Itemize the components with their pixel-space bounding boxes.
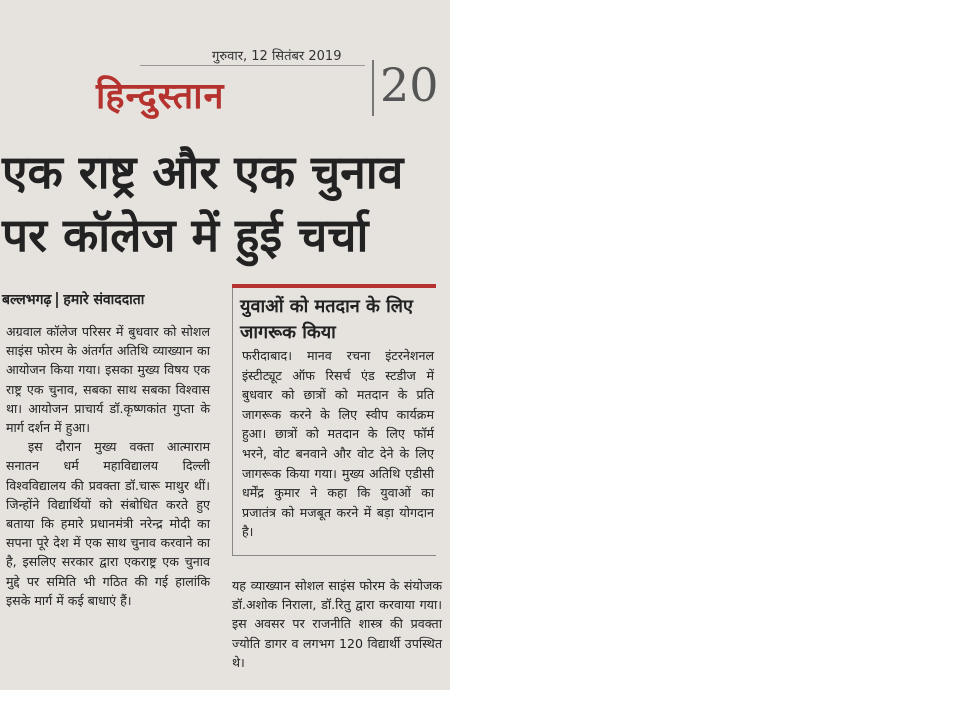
byline: [2, 290, 144, 309]
sidebar-body: फरीदाबाद। मानव रचना इंटरनेशनल इंस्टीट्यूट ऑफ रिसर्च एंड स्टडीज में बुधवार को छात्रों को मतदान के प्रति जागरूक करने के लिए स्वीप कार्यक्रम हुआ। छात्रों को मतदान के लिए फॉर्म भरने, वोट बनवाने और वोट देने के लिए जागरूक किया गया। मुख्य अतिथि एडीसी धर्मेंद्र कुमार ने कहा कि युवाओं का प्रजातंत्र को मजबूत करने में बड़ा योगदान है।: [242, 348, 434, 540]
sidebar-story: [232, 284, 436, 556]
article-paragraph-3: यह व्याख्यान सोशल साइंस फोरम के संयोजक डॉ.अशोक निराला, डॉ.रितु द्वारा करवाया गया। इस अवसर पर राजनीति शास्त्र की प्रवक्ता ज्योति डागर व लगभग 120 विद्यार्थी उपस्थित थे।: [232, 578, 442, 670]
newspaper-clipping: [0, 0, 450, 690]
sidebar-top-rule: [232, 284, 436, 288]
article-paragraph-1: अग्रवाल कॉलेज परिसर में बुधवार को सोशल साइंस फोरम के अंतर्गत अतिथि व्याख्यान का आयोजन किया गया। इसका मुख्य विषय एक राष्ट्र एक चुनाव, सबका साथ सबका विश्वास था। आयोजन प्राचार्य डॉ.कृष्णकांत गुप्ता के मार्ग दर्शन में हुआ।: [6, 324, 210, 436]
byline-place: बल्लभगढ़: [2, 292, 52, 308]
article-column-2: [232, 576, 442, 672]
headline-line-2: पर कॉलेज में हुई चर्चा: [2, 208, 369, 262]
article-paragraph-2: इस दौरान मुख्य वक्ता आत्माराम सनातन धर्म महाविद्यालय दिल्ली विश्वविद्यालय की प्रवक्ता डॉ.चारू माथुर थीं। जिन्होंने विद्यार्थियों को संबोधित करते हुए बताया कि हमारे प्रधानमंत्री नरेन्द्र मोदी का सपना पूरे देश में एक साथ चुनाव करवाने का है, इसलिए सरकार द्वारा एकराष्ट्र एक चुनाव मुद्दे पर समिति भी गठित की गई हालांकि इसके मार्ग में कई बाधाएं हैं।: [6, 439, 210, 608]
sidebar-bottom-rule: [232, 555, 436, 556]
headline-line-1: एक राष्ट्र और एक चुनाव: [2, 145, 404, 199]
article-column-1: [6, 322, 210, 610]
sidebar-headline: युवाओं को मतदान के लिए जागरूक किया: [240, 296, 413, 343]
sidebar-left-rule: [232, 288, 233, 556]
byline-separator: [56, 292, 58, 308]
newspaper-masthead: हिन्दुस्तान: [96, 75, 225, 117]
date-rule: [140, 65, 365, 66]
issue-date: गुरुवार, 12 सितंबर 2019: [212, 49, 342, 64]
masthead-divider: [372, 60, 374, 116]
page-number: 20: [380, 58, 439, 112]
byline-reporter: हमारे संवाददाता: [63, 292, 145, 308]
